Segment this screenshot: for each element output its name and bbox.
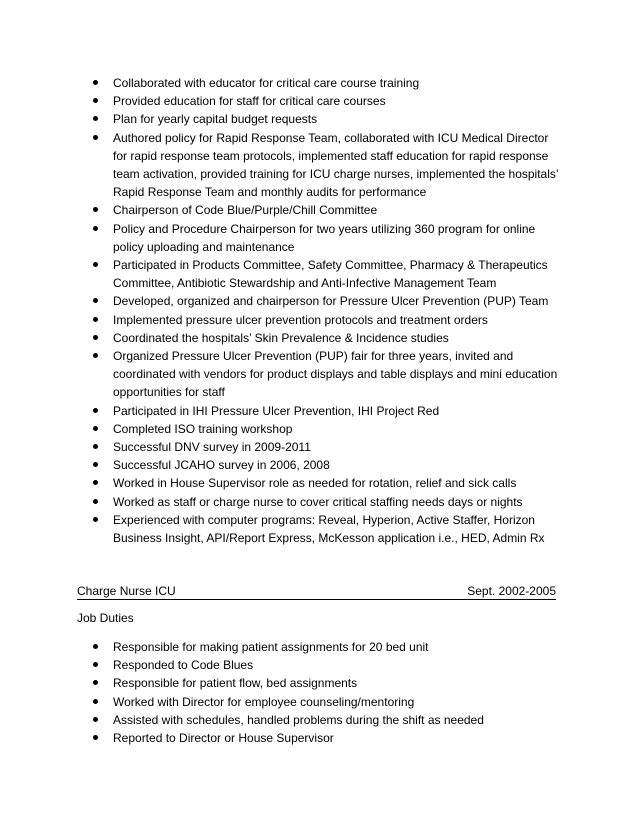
- bullet-icon: [93, 644, 98, 649]
- job-header: [77, 583, 556, 600]
- list-item: Collaborated with educator for critical care course training: [113, 74, 563, 92]
- bullet-icon: [93, 444, 98, 449]
- list-item: Successful DNV survey in 2009-2011: [113, 438, 563, 456]
- list-item: Provided education for staff for critical care courses: [113, 92, 563, 110]
- bullet-icon: [93, 353, 98, 358]
- list-item: Coordinated the hospitals’ Skin Prevalence & Incidence studies: [113, 329, 563, 347]
- list-item: Authored policy for Rapid Response Team, collaborated with ICU Medical Director for rapid response team protocols, implemented staff education for rapid response team activation, provided training for ICU charge nurses, implemented the hospitals’ Rapid Response Team and monthly audits for performance: [113, 129, 563, 202]
- bullet-icon: [93, 480, 98, 485]
- bullet-icon: [93, 335, 98, 340]
- list-item: Participated in IHI Pressure Ulcer Prevention, IHI Project Red: [113, 402, 563, 420]
- list-item: Assisted with schedules, handled problems during the shift as needed: [113, 711, 563, 729]
- bullet-icon: [93, 717, 98, 722]
- bullet-icon: [93, 699, 98, 704]
- bullet-icon: [93, 662, 98, 667]
- list-item: Organized Pressure Ulcer Prevention (PUP) fair for three years, invited and coordinated with vendors for product displays and table displays and mini education opportunities for staff: [113, 347, 563, 402]
- bullet-icon: [93, 207, 98, 212]
- bullet-icon: [93, 262, 98, 267]
- job-duties-label: Job Duties: [77, 611, 134, 625]
- accomplishments-list: [113, 74, 563, 547]
- bullet-icon: [93, 735, 98, 740]
- bullet-icon: [93, 462, 98, 467]
- bullet-icon: [93, 317, 98, 322]
- job-title: Charge Nurse ICU: [77, 584, 176, 598]
- list-item: Responsible for patient flow, bed assignments: [113, 674, 563, 692]
- bullet-icon: [93, 298, 98, 303]
- list-item: Policy and Procedure Chairperson for two years utilizing 360 program for online policy uploading and maintenance: [113, 220, 563, 256]
- job-duties-list: [113, 638, 563, 747]
- list-item: Successful JCAHO survey in 2006, 2008: [113, 456, 563, 474]
- list-item: Worked as staff or charge nurse to cover critical staffing needs days or nights: [113, 493, 563, 511]
- bullet-icon: [93, 517, 98, 522]
- list-item: Developed, organized and chairperson for Pressure Ulcer Prevention (PUP) Team: [113, 292, 563, 310]
- list-item: Reported to Director or House Supervisor: [113, 729, 563, 747]
- list-item: Implemented pressure ulcer prevention protocols and treatment orders: [113, 311, 563, 329]
- list-item: Participated in Products Committee, Safety Committee, Pharmacy & Therapeutics Committee, Antibiotic Stewardship and Anti-Infective Management Team: [113, 256, 563, 292]
- list-item: Worked with Director for employee counseling/mentoring: [113, 693, 563, 711]
- list-item: Responsible for making patient assignments for 20 bed unit: [113, 638, 563, 656]
- list-item: Responded to Code Blues: [113, 656, 563, 674]
- bullet-icon: [93, 135, 98, 140]
- bullet-icon: [93, 680, 98, 685]
- bullet-icon: [93, 408, 98, 413]
- bullet-icon: [93, 499, 98, 504]
- bullet-icon: [93, 116, 98, 121]
- bullet-icon: [93, 426, 98, 431]
- bullet-icon: [93, 226, 98, 231]
- job-dates: Sept. 2002-2005: [467, 584, 556, 598]
- list-item: Experienced with computer programs: Reveal, Hyperion, Active Staffer, Horizon Business Insight, API/Report Express, McKesson application i.e., HED, Admin Rx: [113, 511, 563, 547]
- bullet-icon: [93, 80, 98, 85]
- bullet-icon: [93, 98, 98, 103]
- list-item: Chairperson of Code Blue/Purple/Chill Committee: [113, 201, 563, 219]
- list-item: Worked in House Supervisor role as needed for rotation, relief and sick calls: [113, 474, 563, 492]
- list-item: Completed ISO training workshop: [113, 420, 563, 438]
- list-item: Plan for yearly capital budget requests: [113, 110, 563, 128]
